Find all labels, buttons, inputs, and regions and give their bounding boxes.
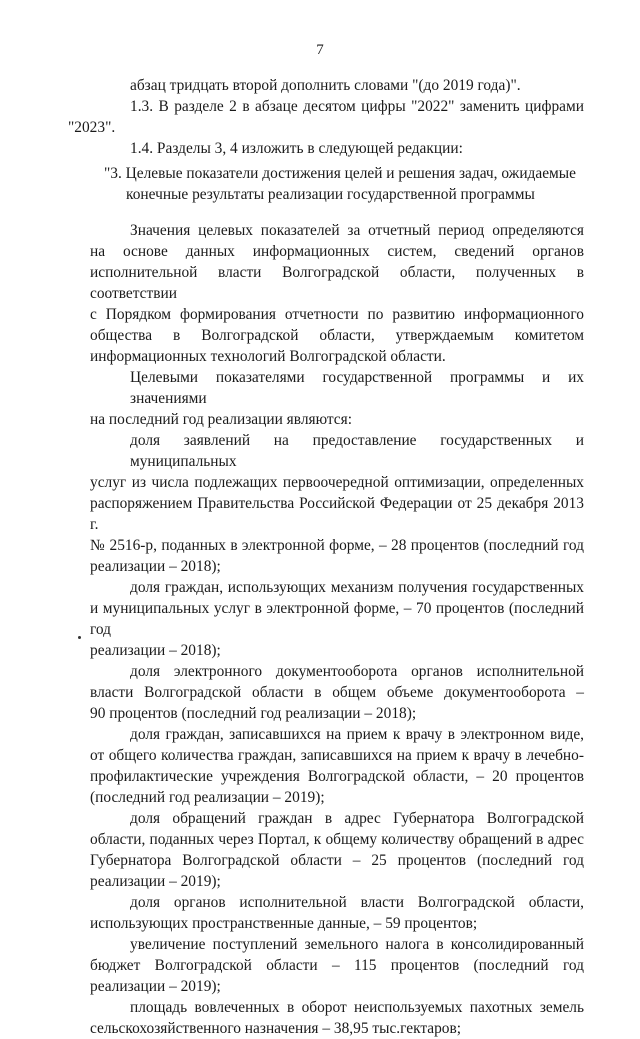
text-line: Целевыми показателями государственной программы и их значениями xyxy=(130,369,584,407)
text-line: сельскохозяйственного назначения – 38,95 тыс.гектаров; xyxy=(90,1020,462,1037)
text-line: 1.3. В разделе 2 в абзаце десятом цифры "2022" заменить цифрами xyxy=(130,98,584,115)
text-line: на основе данных информационных систем, сведений органов xyxy=(90,243,584,260)
text-line: доля граждан, использующих механизм получения государственных xyxy=(130,579,584,596)
text-line: услуг из числа подлежащих первоочередной оптимизации, определенных xyxy=(90,474,584,491)
text-line: доля органов исполнительной власти Волгоградской области, xyxy=(130,894,584,911)
text-line: с Порядком формирования отчетности по развитию информационного xyxy=(90,306,584,323)
text-line: доля граждан, записавшихся на прием к врачу в электронном виде, xyxy=(130,726,584,743)
text-line: реализации – 2019); xyxy=(90,978,221,995)
text-line: власти Волгоградской области в общем объеме документооборота – xyxy=(90,684,584,701)
text-line: 1.4. Разделы 3, 4 изложить в следующей редакции: xyxy=(130,140,463,157)
text-line: реализации – 2018); xyxy=(90,642,221,659)
heading-line: "3. Целевые показатели достижения целей и решения задач, ожидаемые xyxy=(104,165,576,182)
text-line: увеличение поступлений земельного налога в консолидированный xyxy=(130,936,584,953)
text-line: и муниципальных услуг в электронной форме, – 70 процентов (последний год xyxy=(90,600,584,638)
text-line: общества в Волгоградской области, утверждаемым комитетом xyxy=(90,327,584,344)
text-line: области, поданных через Портал, к общему количеству обращений в адрес xyxy=(90,831,584,848)
text-line: информационных технологий Волгоградской области. xyxy=(90,348,446,365)
text-line: реализации – 2018); xyxy=(90,558,221,575)
text-line: бюджет Волгоградской области – 115 процентов (последний год xyxy=(90,957,584,974)
text-line: 90 процентов (последний год реализации – 2018); xyxy=(90,705,417,722)
text-line: Губернатора Волгоградской области – 25 процентов (последний год xyxy=(90,852,584,869)
text-line: от общего количества граждан, записавшихся на прием к врачу в лечебно- xyxy=(90,747,584,764)
text-line: исполнительной власти Волгоградской области, полученных в соответствии xyxy=(90,264,584,302)
text-line: доля обращений граждан в адрес Губернатора Волгоградской xyxy=(130,810,584,827)
text-line: № 2516-р, поданных в электронной форме, – 28 процентов (последний год xyxy=(90,537,584,554)
scan-dot-mark xyxy=(78,636,81,639)
text-line: "2023". xyxy=(68,119,116,136)
section-heading xyxy=(90,163,584,205)
text-line: реализации – 2019); xyxy=(90,873,221,890)
text-line: использующих пространственные данные, – 59 процентов; xyxy=(90,915,478,932)
text-line: (последний год реализации – 2019); xyxy=(90,789,325,806)
text-line: распоряжением Правительства Российской Федерации от 25 декабря 2013 г. xyxy=(90,495,584,533)
amendment-intro xyxy=(68,75,584,159)
text-line: абзац тридцать второй дополнить словами "(до 2019 года)". xyxy=(130,77,521,94)
section-body xyxy=(90,220,584,1039)
text-line: площадь вовлеченных в оборот неиспользуемых пахотных земель xyxy=(130,999,584,1016)
heading-line: конечные результаты реализации государственной программы xyxy=(126,186,535,203)
text-line: на последний год реализации являются: xyxy=(90,411,352,428)
text-line: профилактические учреждения Волгоградской области, – 20 процентов xyxy=(90,768,584,785)
text-line: доля электронного документооборота органов исполнительной xyxy=(130,663,584,680)
page-number: 7 xyxy=(316,42,324,58)
text-line: доля заявлений на предоставление государственных и муниципальных xyxy=(130,432,584,470)
text-line: Значения целевых показателей за отчетный период определяются xyxy=(130,222,584,239)
